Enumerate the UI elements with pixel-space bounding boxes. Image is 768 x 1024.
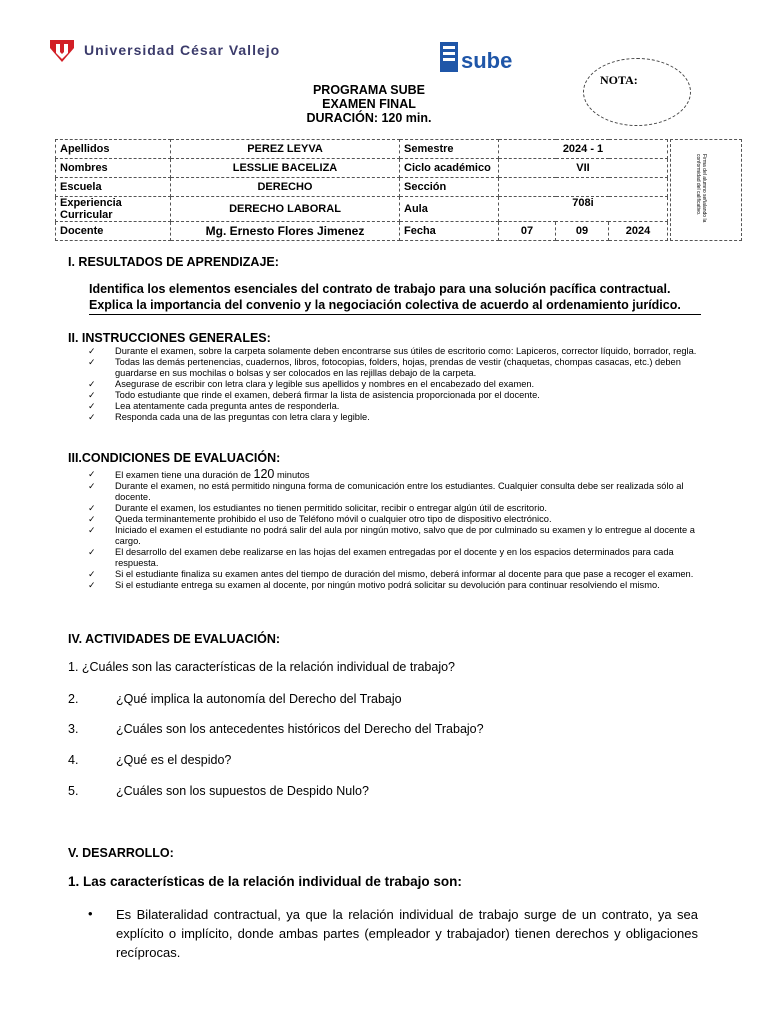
table-row [56, 140, 668, 159]
section-4-title: IV. ACTIVIDADES DE EVALUACIÓN: [68, 632, 281, 646]
section-2-title: II. INSTRUCCIONES GENERALES: [68, 331, 271, 345]
list-item: ✓ Asegurase de escribir con letra clara y legible sus apellidos y nombres en el encabezado del examen. [88, 379, 698, 390]
sube-logo [440, 42, 512, 72]
question-3: ¿Cuáles son los antecedentes históricos del Derecho del Trabajo? [116, 722, 484, 736]
question-5-number: 5. [68, 784, 79, 798]
seccion-value [499, 178, 668, 197]
experiencia-label: Experiencia Curricular [56, 197, 171, 222]
fecha-year: 2024 [609, 222, 668, 241]
section-3-title: III.CONDICIONES DE EVALUACIÓN: [68, 451, 281, 465]
list-item: ✓ Durante el examen, no está permitido ninguna forma de comunicación entre los estudiantes. Cualquier consulta debe ser realizada sólo al docente. [88, 481, 698, 503]
list-item: ✓ Responda cada una de las preguntas con letra clara y legible. [88, 412, 698, 423]
table-row [56, 197, 668, 222]
question-1: 1. ¿Cuáles son las características de la relación individual de trabajo? [68, 660, 456, 674]
apellidos-value: PEREZ LEYVA [171, 140, 400, 159]
docente-label: Docente [56, 222, 171, 241]
question-4-number: 4. [68, 753, 79, 767]
question-2-number: 2. [68, 692, 79, 706]
apellidos-label: Apellidos [56, 140, 171, 159]
university-name: Universidad César Vallejo [84, 42, 281, 58]
list-item: ✓ Todas las demás pertenencias, cuadernos, libros, fotocopias, folders, hojas, prendas de vestir (chaquetas, chompas casacas, etc.) deben guardarse en sus mochilas o bolsas y ser colocados en las rejillas debajo de la carpeta. [88, 357, 698, 379]
docente-value: Mg. Ernesto Flores Jimenez [171, 222, 400, 241]
list-item: ✓ Si el estudiante finaliza su examen antes del tiempo de duración del mismo, deberá informar al docente para que pase a recoger el examen. [88, 569, 698, 580]
duration-title: DURACIÓN: 120 min. [306, 111, 432, 125]
section-1-title: I. RESULTADOS DE APRENDIZAJE: [68, 255, 279, 269]
duration-text: El examen tiene una duración de [115, 470, 251, 480]
program-title: PROGRAMA SUBE [312, 83, 426, 97]
aula-value: 708i [499, 197, 668, 222]
semestre-label: Semestre [400, 140, 499, 159]
list-item: ✓ Lea atentamente cada pregunta antes de responderla. [88, 401, 698, 412]
nombres-value: LESSLIE BACELIZA [171, 159, 400, 178]
list-item: ✓ Durante el examen, los estudiantes no tienen permitido solicitar, recibir o entregar algún útil de escritorio. [88, 503, 698, 514]
bullet-icon: • [88, 906, 93, 921]
conditions-list [88, 469, 698, 591]
ciclo-label: Ciclo académico [400, 159, 499, 178]
escuela-value: DERECHO [171, 178, 400, 197]
ciclo-value: VII [499, 159, 668, 178]
outcome-2: Explica la importancia del convenio y la negociación colectiva de acuerdo al ordenamiento jurídico. [89, 298, 681, 312]
experiencia-value: DERECHO LABORAL [171, 197, 400, 222]
grade-box [583, 58, 691, 126]
duration-number: 120 [253, 467, 275, 481]
exam-title: EXAMEN FINAL [322, 97, 416, 111]
fecha-label: Fecha [400, 222, 499, 241]
signature-note: Firma del alumno señalando la conformidad del calificativo. [695, 154, 707, 223]
table-row [56, 159, 668, 178]
question-5: ¿Cuáles son los supuestos de Despido Nulo? [116, 784, 369, 798]
aula-label: Aula [400, 197, 499, 222]
sube-logo-icon [440, 42, 512, 72]
fecha-day: 07 [499, 222, 556, 241]
list-item: ✓ El desarrollo del examen debe realizarse en las hojas del examen entregadas por el docente y en los espacios determinados para cada respuesta. [88, 547, 698, 569]
list-item: ✓ Todo estudiante que rinde el examen, deberá firmar la lista de asistencia proporcionada por el docente. [88, 390, 698, 401]
section-5-title: V. DESARROLLO: [68, 846, 174, 860]
list-item: ✓ Iniciado el examen el estudiante no podrá salir del aula por ningún motivo, salvo que de por culminado su examen y lo entregue al docente a cargo. [88, 525, 698, 547]
question-2: ¿Qué implica la autonomía del Derecho del Trabajo [116, 692, 402, 706]
list-item: ✓ Si el estudiante entrega su examen al docente, por ningún motivo podrá solicitar su devolución para continuar resolviendo el mismo. [88, 580, 698, 591]
list-item: ✓ Durante el examen, sobre la carpeta solamente deben encontrarse sus útiles de escritorio como: Lapiceros, corrector líquido, borrador, regla. [88, 346, 698, 357]
table-row [56, 178, 668, 197]
question-4: ¿Qué es el despido? [116, 753, 232, 767]
university-logo [48, 36, 280, 64]
fecha-month: 09 [556, 222, 609, 241]
outcome-1: Identifica los elementos esenciales del contrato de trabajo para una solución pacífica contractual. [89, 282, 671, 296]
list-item: ✓ Queda terminantemente prohibido el uso de Teléfono móvil o cualquier otro tipo de dispositivo electrónico. [88, 514, 698, 525]
question-3-number: 3. [68, 722, 79, 736]
sube-logo-text: sube [461, 48, 512, 72]
list-item [88, 469, 698, 481]
university-shield-icon [48, 36, 76, 64]
seccion-label: Sección [400, 178, 499, 197]
table-row [56, 222, 668, 241]
nombres-label: Nombres [56, 159, 171, 178]
instructions-list [88, 346, 698, 423]
student-info-table [55, 139, 668, 241]
escuela-label: Escuela [56, 178, 171, 197]
development-subtitle: 1. Las características de la relación individual de trabajo son: [68, 874, 462, 889]
development-bullet: Es Bilateralidad contractual, ya que la relación individual de trabajo surge de un contrato, ya sea explícito o implícito, donde ambas partes (empleador y trabajador) tienen derechos y obligaciones recíprocas. [116, 907, 698, 960]
signature-box [670, 139, 742, 241]
nota-label: NOTA: [600, 73, 638, 87]
learning-outcomes [89, 281, 701, 315]
duration-unit: minutos [276, 470, 310, 480]
semestre-value: 2024 - 1 [499, 140, 668, 159]
